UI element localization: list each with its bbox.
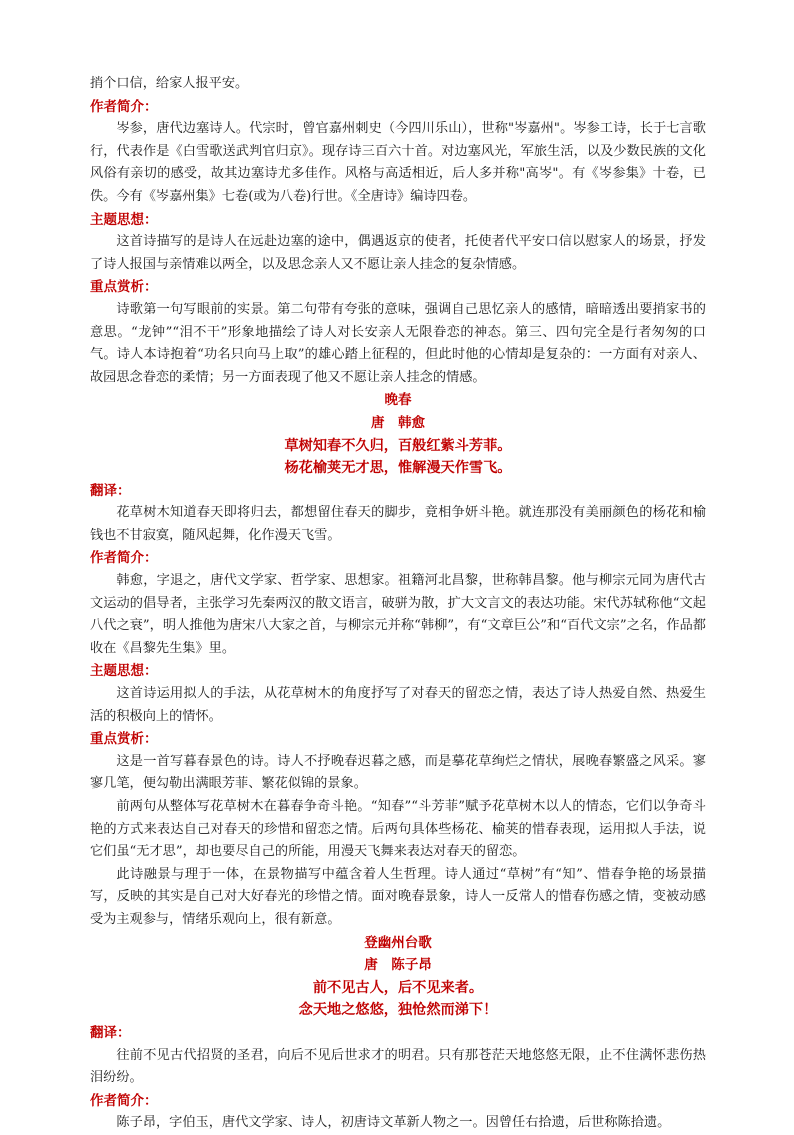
poem-verse-1: 草树知春不久归，百般红紫斗芳菲。	[284, 437, 512, 454]
poem-title-dengyouzhoutai: 登幽州台歌	[364, 934, 432, 951]
paragraph-analysis-3: 此诗融景与理于一体，在景物描写中蕴含着人生哲理。诗人通过“草树”有“知”、惜春争艳的场景描写，反映的其实是自己对大好春光的珍惜之情。面对晚春景象，诗人一反常人的惜春伤感之情，变被动感受为主观参与，情绪乐观向上，很有新意。	[90, 866, 706, 927]
paragraph-analysis-2: 前两句从整体写花草树木在暮春争奇斗艳。“知春”“斗芳菲”赋予花草树木以人的情态，它们以争奇斗艳的方式来表达自己对春天的珍惜和留恋之情。后两句具体些杨花、榆荚的惜春表现，运用拟人手法，说它们虽“无才思”，却也要尽自己的所能，用漫天飞舞来表达对春天的留恋。	[90, 799, 706, 860]
poem-verse-2: 杨花榆荚无才思，惟解漫天作雪飞。	[284, 460, 512, 477]
paragraph-continuation: 捎个口信，给家人报平安。	[90, 76, 249, 91]
section-heading-translation: 翻译：	[90, 482, 131, 499]
paragraph-analysis: 诗歌第一句写眼前的实景。第二句带有夸张的意味，强调自己思忆亲人的感情，暗暗透出要捎家书的意思。“龙钟”“泪不干”形象地描绘了诗人对长安亲人无限眷恋的神态。第三、四句完全是行者匆匆的口气。诗人本诗抱着“功名只向马上取”的雄心踏上征程的，但此时他的心情却是复杂的：一方面有对亲人、故园思念眷恋的柔情；另一方面表现了他又不愿让亲人挂念的情感。	[90, 301, 706, 385]
paragraph-analysis-1: 这是一首写暮春景色的诗。诗人不抒晚春迟暮之感，而是摹花草绚烂之情状，展晚春繁盛之风采。寥寥几笔，便勾勒出满眼芳菲、繁花似锦的景象。	[90, 753, 706, 792]
paragraph-theme: 这首诗描写的是诗人在远赴边塞的途中，偶遇返京的使者，托使者代平安口信以慰家人的场景，抒发了诗人报国与亲情难以两全，以及思念亲人又不愿让亲人挂念的复杂情感。	[90, 234, 706, 272]
paragraph-author-han-yu: 韩愈，字退之，唐代文学家、哲学家、思想家。祖籍河北昌黎，世称韩昌黎。他与柳宗元同为唐代古文运动的倡导者，主张学习先秦两汉的散文语言，破骈为散，扩大文言文的表达功能。宋代苏轼称他“文起八代之衰”，明人推他为唐宋八大家之首，与柳宗元并称“韩柳”，有“文章巨公”和“百代文宗”之名，作品都收在《昌黎先生集》里。	[90, 573, 706, 656]
paragraph-translation: 花草树木知道春天即将归去，都想留住春天的脚步，竟相争妍斗艳。就连那没有美丽颜色的杨花和榆钱也不甘寂寞，随风起舞，化作漫天飞雪。	[90, 505, 706, 543]
poem-verse-2: 念天地之悠悠，独怆然而涕下！	[298, 1002, 498, 1019]
section-heading-theme: 主题思想：	[90, 211, 158, 228]
section-heading-analysis: 重点赏析：	[90, 731, 158, 748]
poem-author-line: 唐 陈子昂	[364, 957, 432, 974]
poem-verse-1: 前不见古人，后不见来者。	[312, 979, 484, 996]
poem-author-line: 唐 韩愈	[371, 414, 425, 431]
paragraph-author-chen-ziang: 陈子昂，字伯玉，唐代文学家、诗人，初唐诗文革新人物之一。因曾任右拾遗，后世称陈拾遗。	[116, 1115, 671, 1131]
poem-title-wanchun: 晚春	[384, 392, 412, 409]
document-body	[90, 73, 706, 1135]
paragraph-translation: 往前不见古代招贤的圣君，向后不见后世求才的明君。只有那苍茫天地悠悠无限，止不住满怀悲伤热泪纷纷。	[90, 1047, 706, 1086]
section-heading-author: 作者简介：	[90, 98, 158, 115]
paragraph-theme: 这首诗运用拟人的手法，从花草树木的角度抒写了对春天的留恋之情，表达了诗人热爱自然、热爱生活的积极向上的情怀。	[90, 686, 706, 724]
section-heading-translation: 翻译：	[90, 1024, 131, 1041]
section-heading-author: 作者简介：	[90, 550, 158, 567]
section-heading-theme: 主题思想：	[90, 663, 158, 680]
section-heading-author: 作者简介：	[90, 1092, 158, 1109]
paragraph-author-cen-shen: 岑参，唐代边塞诗人。代宗时，曾官嘉州刺史（今四川乐山），世称"岑嘉州"。岑参工诗，长于七言歌行，代表作是《白雪歌送武判官归京》。现存诗三百六十首。对边塞风光，军旅生活，以及少数民族的文化风俗有亲切的感受，故其边塞诗尤多佳作。风格与高适相近，后人多并称"高岑"。有《岑参集》十卷，已佚。今有《岑嘉州集》七卷(或为八卷)行世。《全唐诗》编诗四卷。	[90, 121, 706, 204]
section-heading-analysis: 重点赏析：	[90, 279, 158, 296]
